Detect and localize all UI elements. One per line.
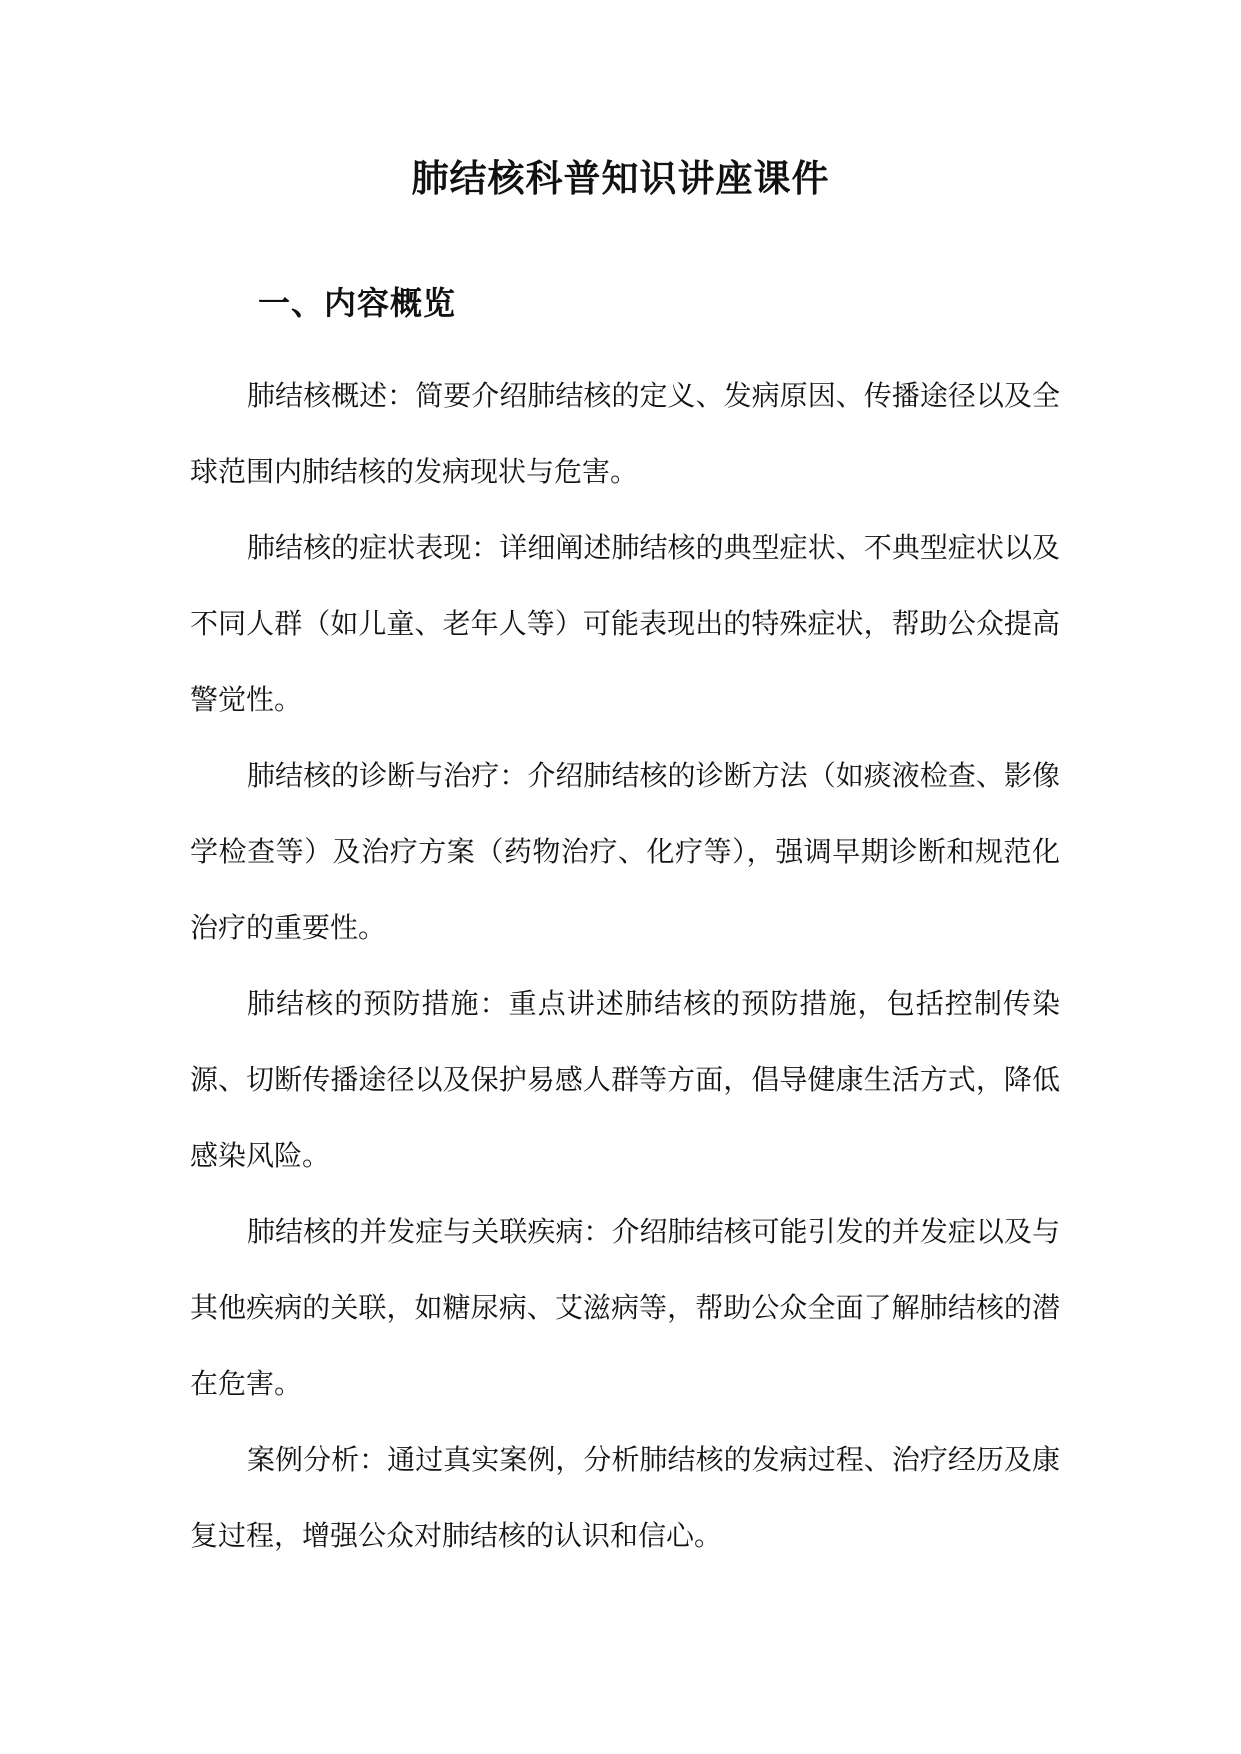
paragraph-prevention: 肺结核的预防措施：重点讲述肺结核的预防措施，包括控制传染源、切断传播途径以及保护易感人群等方面，倡导健康生活方式，降低感染风险。 — [190, 987, 1060, 1172]
paragraph-complications: 肺结核的并发症与关联疾病：介绍肺结核可能引发的并发症以及与其他疾病的关联，如糖尿病、艾滋病等，帮助公众全面了解肺结核的潜在危害。 — [190, 1215, 1060, 1400]
section-heading: 一、内容概览 — [258, 284, 457, 322]
document-body — [190, 358, 1060, 1574]
document-title: 肺结核科普知识讲座课件 — [411, 156, 830, 200]
paragraph-case-study: 案例分析：通过真实案例，分析肺结核的发病过程、治疗经历及康复过程，增强公众对肺结核的认识和信心。 — [190, 1443, 1060, 1552]
paragraph-symptoms: 肺结核的症状表现：详细阐述肺结核的典型症状、不典型症状以及不同人群（如儿童、老年人等）可能表现出的特殊症状，帮助公众提高警觉性。 — [190, 531, 1060, 716]
paragraph-diagnosis-treatment: 肺结核的诊断与治疗：介绍肺结核的诊断方法（如痰液检查、影像学检查等）及治疗方案（药物治疗、化疗等），强调早期诊断和规范化治疗的重要性。 — [190, 759, 1060, 944]
paragraph-overview: 肺结核概述：简要介绍肺结核的定义、发病原因、传播途径以及全球范围内肺结核的发病现状与危害。 — [190, 379, 1060, 488]
